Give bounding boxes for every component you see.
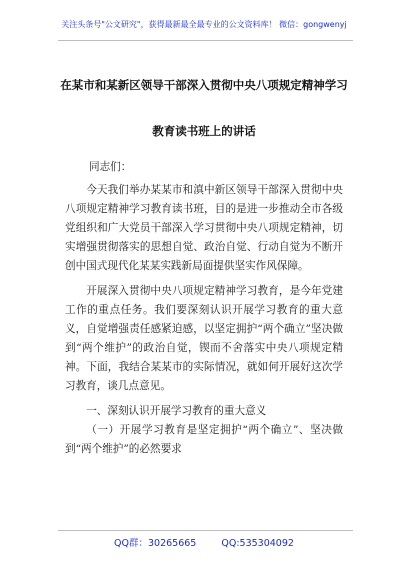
header-divider [58, 40, 353, 41]
header-note: 关注头条号"公文研究"，获得最新最全最专业的公文资料库！ 微信：gongwenyj [61, 20, 347, 29]
footer-qq: QQ:535304092 [221, 538, 294, 549]
footer-divider [58, 530, 353, 531]
footer [0, 535, 408, 549]
document-title-line2: 教育读书班上的讲话 [152, 124, 256, 138]
section-heading: 一、深刻认识开展学习教育的重大意义 [86, 405, 267, 417]
sub-heading: （一）开展学习教育是坚定拥护“两个确立”、坚决做到“两个维护”的必然要求 [65, 424, 343, 455]
document-title-line1: 在某市和某新区领导干部深入贯彻中央八项规定精神学习 [60, 78, 348, 92]
document-body [65, 160, 343, 459]
footer-qq-group: QQ群：30265665 [114, 538, 197, 549]
paragraph-2: 开展深入贯彻中央八项规定精神学习教育，是今年党建工作的重点任务。我们要深刻认识开展学习教育的重大意义，自觉增强责任感紧迫感，以坚定拥护“两个确立”坚决做到“两个维护”的政治自觉，锲而不舍落实中央八项规定精神。下面，我结合某某市的实际情况，就如何开展好这次学习教育，谈几点意见。 [65, 285, 343, 392]
paragraph-1: 今天我们举办某某市和滇中新区领导干部深入贯彻中央八项规定精神学习教育读书班，目的是进一步推动全市各级党组织和广大党员干部深入学习贯彻中央八项规定精神，切实增强贯彻落实的思想自觉、政治自觉、行动自觉为不断开创中国式现代化某某实践新局面提供坚实作风保障。 [65, 184, 343, 272]
salutation: 同志们： [89, 161, 132, 173]
